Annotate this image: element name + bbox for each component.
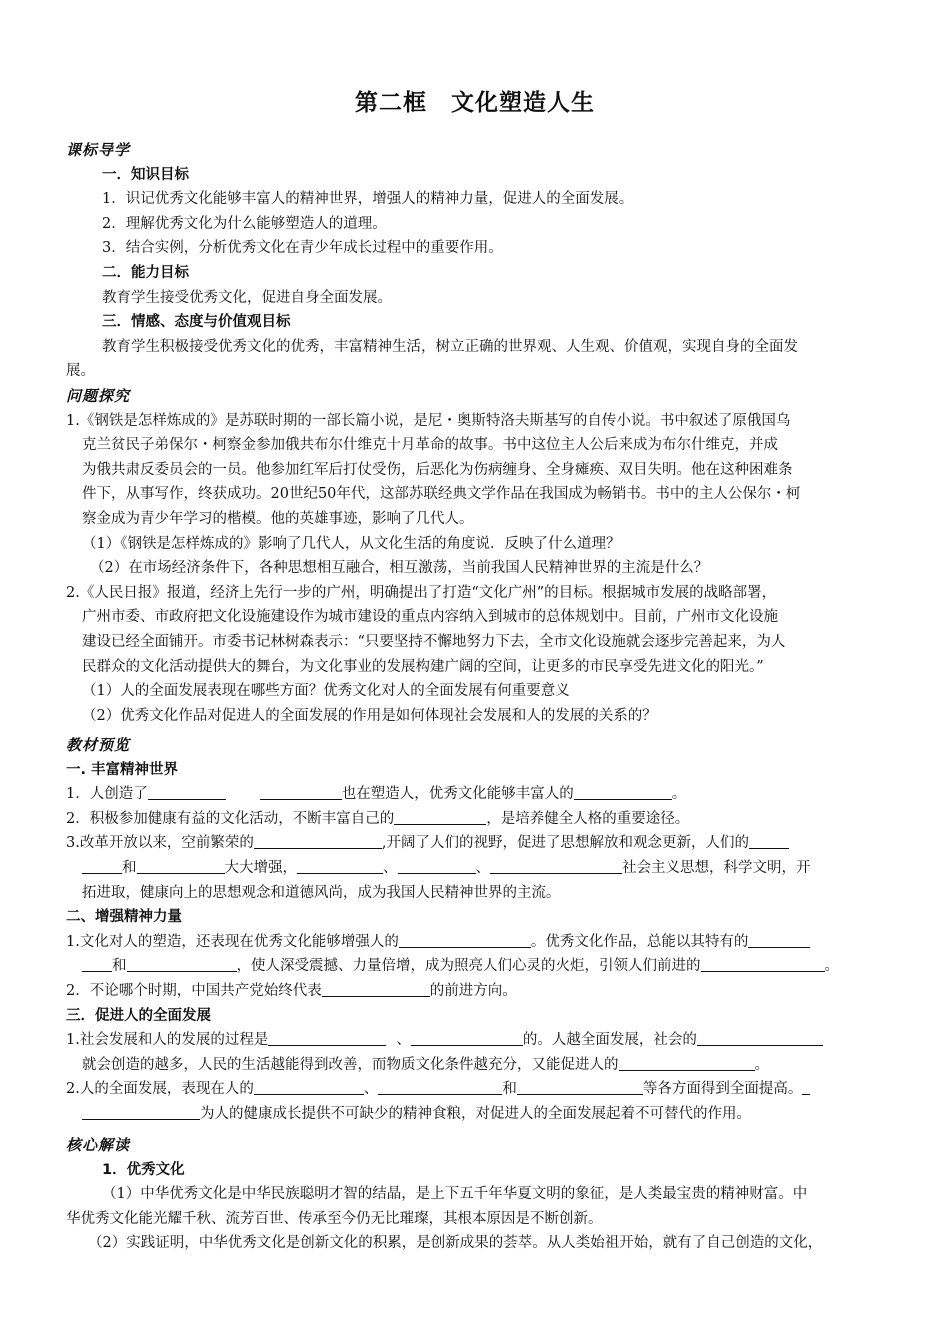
paragraph-line: 2.《人民日报》报道，经济上先行一步的广州，明确提出了打造“文化广州”的目标。根据城市发展的战略部署， — [66, 584, 777, 601]
subheading-all-round-development: 三．促进人的全面发展 — [66, 1007, 211, 1024]
answer-blank[interactable] — [322, 980, 430, 997]
section-problem-inquiry — [66, 384, 888, 728]
paragraph-line: 民群众的文化活动提供大的舞台，为文化事业的发展构建广阔的空间，让更多的市民享受先进文化的阳光。” — [82, 658, 764, 675]
fill-blank-line: 和 ，使人深受震撼、力量倍增，成为照亮人们心灵的火炬，引领人们前进的 。 — [66, 954, 888, 979]
fill-blank-line: 2.人的全面发展，表现在人的 、 和 等各方面得到全面提高。 — [66, 1077, 888, 1102]
answer-blank[interactable] — [268, 1029, 386, 1046]
fill-blank-line: 2．积极参加健康有益的文化活动，不断丰富自己的 ，是培养健全人格的重要途径。 — [66, 807, 888, 832]
question-item: （1）人的全面发展表现在哪些方面？优秀文化对人的全面发展有何重要意义 — [82, 683, 570, 700]
fill-blank-line: 2．不论哪个时期，中国共产党始终代表 的前进方向。 — [66, 979, 888, 1004]
answer-blank[interactable] — [490, 857, 622, 874]
answer-blank[interactable] — [127, 955, 237, 972]
answer-blank[interactable] — [378, 1078, 502, 1095]
goal-item: 3．结合实例，分析优秀文化在青少年成长过程中的重要作用。 — [102, 240, 503, 257]
answer-blank[interactable] — [254, 1078, 364, 1095]
paragraph-line: 1.《钢铁是怎样炼成的》是苏联时期的一部长篇小说，是尼・奥斯特洛夫斯基写的自传小说。书中叙述了原俄国乌 — [66, 412, 791, 429]
fill-blank-line: 为人的健康成长提供不可缺少的精神食粮，对促进人的全面发展起着不可替代的作用。 — [66, 1102, 888, 1127]
answer-blank[interactable] — [619, 1054, 755, 1071]
question-item: （1）《钢铁是怎样炼成的》影响了几代人，从文化生活的角度说．反映了什么道理？ — [82, 535, 621, 552]
paragraph-line: 建设已经全面铺开。市委书记林树森表示：“只要坚持不懈地努力下去，全市文化设施就会逐步完善起来，为人 — [82, 633, 786, 650]
answer-blank[interactable] — [701, 955, 825, 972]
paragraph-line: 察金成为青少年学习的楷模。他的英雄事迹，影响了几代人。 — [82, 510, 474, 527]
answer-blank[interactable] — [802, 1078, 810, 1095]
answer-blank[interactable] — [748, 931, 810, 948]
paragraph-line: 拓进取，健康向上的思想观念和道德风尚，成为我国人民精神世界的主流。 — [82, 884, 561, 901]
answer-blank[interactable] — [148, 783, 226, 800]
answer-blank[interactable] — [574, 783, 672, 800]
section-core-interpretation — [66, 1133, 888, 1256]
answer-blank[interactable] — [398, 857, 476, 874]
paragraph-line: （2）实践证明，中华优秀文化是创新文化的积累，是创新成果的荟萃。从人类始祖开始，就有了自己创造的文化， — [88, 1235, 823, 1252]
answer-blank[interactable] — [260, 783, 342, 800]
answer-blank[interactable] — [82, 955, 112, 972]
section-heading: 教材预览 — [66, 736, 131, 754]
goal-item: 2．理解优秀文化为什么能够塑造人的道理。 — [102, 215, 387, 232]
paragraph-line: 展。 — [66, 363, 95, 380]
answer-blank[interactable] — [517, 1078, 643, 1095]
section-heading: 课标导学 — [66, 141, 131, 159]
paragraph-line: 件下，从事写作，终获成功。20世纪50年代，这部苏联经典文学作品在我国成为畅销书。书中的主人公保尔・柯 — [82, 486, 801, 503]
section-course-guide — [66, 138, 888, 384]
subheading-knowledge: 一．知识目标 — [102, 166, 189, 183]
goal-item: 教育学生接受优秀文化，促进自身全面发展。 — [102, 289, 392, 306]
answer-blank[interactable] — [394, 808, 486, 825]
paragraph-line: 广州市委、市政府把文化设施建设作为城市建设的重点内容纳入到城市的总体规划中。目前，广州市文化设施 — [82, 609, 778, 626]
fill-blank-line: 3.改革开放以来，空前繁荣的 ,开阔了人们的视野，促进了思想解放和观念更新，人们的 — [66, 831, 888, 856]
fill-blank-line: 1．人创造了 也在塑造人，优秀文化能够丰富人的 。 — [66, 782, 888, 807]
subheading-ability: 二．能力目标 — [102, 264, 189, 281]
answer-blank[interactable] — [82, 1103, 200, 1120]
answer-blank[interactable] — [137, 857, 225, 874]
question-item: （2）优秀文化作品对促进人的全面发展的作用是如何体现社会发展和人的发展的关系的？ — [82, 707, 657, 724]
paragraph-line: （1）中华优秀文化是中华民族聪明才智的结晶，是上下五千年华夏文明的象征，是人类最宝贵的精神财富。中 — [102, 1186, 808, 1203]
answer-blank[interactable] — [399, 931, 531, 948]
subheading-attitude: 三．情感、态度与价值观目标 — [102, 314, 291, 331]
answer-blank[interactable] — [297, 857, 383, 874]
answer-blank[interactable] — [697, 1029, 823, 1046]
section-textbook-preview — [66, 733, 888, 1127]
question-item: （2）在市场经济条件下，各种思想相互融合，相互激荡，当前我国人民精神世界的主流是什么？ — [90, 560, 709, 577]
fill-blank-line: 和 大大增强， 、 、 社会主义思想，科学文明，开 — [66, 856, 888, 881]
answer-blank[interactable] — [411, 1029, 523, 1046]
answer-blank[interactable] — [749, 832, 789, 849]
paragraph-line: 教育学生积极接受优秀文化的优秀，丰富精神生活，树立正确的世界观、人生观、价值观，实现自身的全面发 — [102, 338, 798, 355]
subheading-spiritual-world: 一. 丰富精神世界 — [66, 761, 179, 778]
fill-blank-line: 1.社会发展和人的发展的过程是 、 的。人越全面发展，社会的 — [66, 1028, 888, 1053]
paragraph-line: 华优秀文化能光耀千秋、流芳百世、传承至今仍无比璀璨，其根本原因是不断创新。 — [66, 1210, 603, 1227]
paragraph-line: 为俄共肃反委员会的一员。他参加红军后打仗受伤，后恶化为伤病缠身、全身瘫痪、双目失明。他在这种困难条 — [82, 461, 793, 478]
section-heading: 问题探究 — [66, 387, 131, 405]
fill-blank-line: 1.文化对人的塑造，还表现在优秀文化能够增强人的 。优秀文化作品，总能以其特有的 — [66, 930, 888, 955]
answer-blank[interactable] — [82, 857, 122, 874]
goal-item: 1．识记优秀文化能够丰富人的精神世界，增强人的精神力量，促进人的全面发展。 — [102, 191, 634, 208]
section-heading: 核心解读 — [66, 1136, 131, 1154]
subheading-spiritual-power: 二、增强精神力量 — [66, 909, 182, 926]
answer-blank[interactable] — [254, 832, 382, 849]
paragraph-line: 克兰贫民子弟保尔・柯察金参加俄共布尔什维克十月革命的故事。书中这位主人公后来成为布尔什维克，并成 — [82, 437, 778, 454]
fill-blank-line: 就会创造的越多，人民的生活越能得到改善，而物质文化条件越充分，又能促进人的 。 — [66, 1053, 888, 1078]
page-title: 第二框 文化塑造人生 — [355, 90, 595, 116]
subheading-excellent-culture: 1．优秀文化 — [102, 1161, 185, 1178]
